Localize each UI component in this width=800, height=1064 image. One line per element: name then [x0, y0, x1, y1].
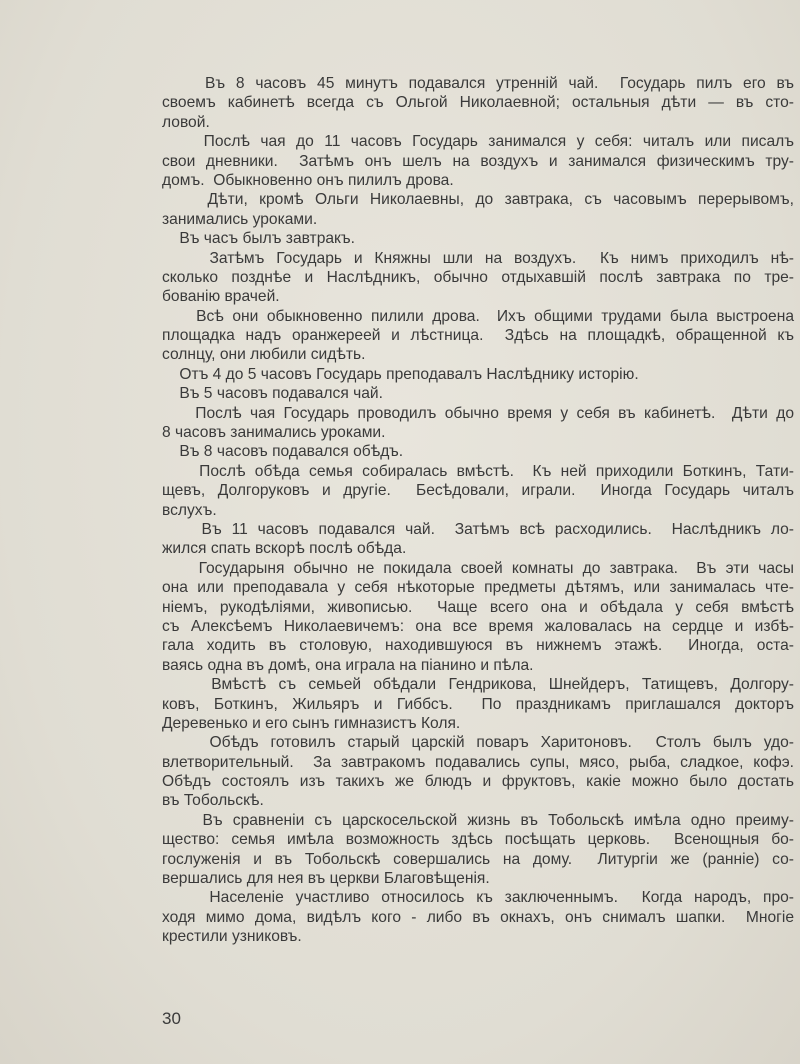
text-line: домъ. Обыкновенно онъ пилилъ дрова. [162, 171, 454, 189]
text-line: ловой. [162, 113, 210, 131]
text-line: Въ 11 часовъ подавался чай. Затѣмъ всѣ расходились. Наслѣдникъ ло- [162, 520, 794, 538]
text-line: своемъ кабинетѣ всегда съ Ольгой Николаевной; остальныя дѣти — въ сто- [162, 94, 794, 112]
text-line: Послѣ чая Государь проводилъ обычно время у себя въ кабинетѣ. Дѣти до [162, 404, 794, 422]
paragraph [162, 462, 794, 520]
text-line: Деревенько и его сынъ гимназистъ Коля. [162, 714, 461, 732]
paragraph [162, 888, 794, 946]
paragraph [162, 404, 794, 443]
paragraph [162, 74, 794, 132]
text-line: щевъ, Долгоруковъ и другіе. Бесѣдовали, играли. Иногда Государь читалъ [162, 482, 794, 500]
text-line: Въ часъ былъ завтракъ. [162, 230, 355, 248]
text-line: Обѣдъ состоялъ изъ такихъ же блюдъ и фруктовъ, какіе можно было достать [162, 773, 794, 791]
paragraph [162, 733, 794, 811]
paragraph [162, 442, 794, 461]
text-line: жился спать вскорѣ послѣ обѣда. [162, 540, 407, 558]
text-line: вслухъ. [162, 501, 217, 519]
text-line: ніемъ, рукодѣліями, живописью. Чаще всего она и обѣдала у себя вмѣстѣ [162, 598, 794, 616]
paragraph [162, 384, 794, 403]
text-line: 8 часовъ занимались уроками. [162, 424, 386, 442]
text-line: она или преподавала у себя нѣкоторые предметы дѣтямъ, или занималась чте- [162, 579, 794, 597]
text-line: бованію врачей. [162, 288, 280, 306]
paragraph [162, 229, 794, 248]
page-body-text [162, 74, 794, 947]
paragraph [162, 190, 794, 229]
text-line: Затѣмъ Государь и Княжны шли на воздухъ. Къ нимъ приходилъ нѣ- [162, 249, 794, 267]
text-line: Послѣ чая до 11 часовъ Государь занимался у себя: читалъ или писалъ [162, 133, 794, 151]
text-line: Послѣ обѣда семья собиралась вмѣстѣ. Къ ней приходили Боткинъ, Тати- [162, 462, 794, 480]
text-line: гослуженія и въ Тобольскѣ совершались на дому. Литургіи же (ранніе) со- [162, 850, 794, 868]
text-line: Въ сравненіи съ царскосельской жизнь въ Тобольскѣ имѣла одно преиму- [162, 811, 794, 829]
paragraph [162, 132, 794, 190]
text-line: солнцу, они любили сидѣть. [162, 346, 366, 364]
text-line: гала ходить въ столовую, находившуюся въ нижнемъ этажѣ. Иногда, оста- [162, 637, 794, 655]
text-line: площадка надъ оранжереей и лѣстница. Здѣсь на площадкѣ, обращенной къ [162, 327, 794, 345]
text-line: ваясь одна въ домѣ, она играла на піанино и пѣла. [162, 656, 534, 674]
text-line: Въ 8 часовъ подавался обѣдъ. [162, 443, 404, 461]
text-line: сколько позднѣе и Наслѣдникъ, обычно отдыхавшій послѣ завтрака по тре- [162, 268, 794, 286]
text-line: Вмѣстѣ съ семьей обѣдали Гендрикова, Шнейдеръ, Татищевъ, Долгору- [162, 676, 794, 694]
paragraph [162, 307, 794, 365]
paragraph [162, 520, 794, 559]
text-line: Обѣдъ готовилъ старый царскій поваръ Харитоновъ. Столъ былъ удо- [162, 734, 794, 752]
text-line: крестили узниковъ. [162, 928, 302, 946]
text-line: свои дневники. Затѣмъ онъ шелъ на воздухъ и занимался физическимъ тру- [162, 152, 794, 170]
text-line: Отъ 4 до 5 часовъ Государь преподавалъ Наслѣднику исторію. [162, 365, 639, 383]
text-line: Въ 5 часовъ подавался чай. [162, 385, 383, 403]
text-line: Государыня обычно не покидала своей комнаты до завтрака. Въ эти часы [162, 559, 794, 577]
paragraph [162, 675, 794, 733]
text-line: съ Алексѣемъ Николаевичемъ: она все время жаловалась на сердце и избѣ- [162, 617, 794, 635]
paragraph [162, 365, 794, 384]
page-number: 30 [162, 1009, 181, 1028]
paragraph [162, 249, 794, 307]
text-line: ходя мимо дома, видѣлъ кого - либо въ окнахъ, онъ снималъ шапки. Многіе [162, 908, 794, 926]
text-line: занимались уроками. [162, 210, 318, 228]
text-line: въ Тобольскѣ. [162, 792, 264, 810]
text-line: Населеніе участливо относилось къ заключеннымъ. Когда народъ, про- [162, 889, 794, 907]
paragraph [162, 811, 794, 889]
text-line: влетворительный. За завтракомъ подавались супы, мясо, рыба, сладкое, кофэ. [162, 753, 794, 771]
text-line: ковъ, Боткинъ, Жильяръ и Гиббсъ. По праздникамъ приглашался докторъ [162, 695, 794, 713]
text-line: Въ 8 часовъ 45 минутъ подавался утренній чай. Государь пилъ его въ [162, 75, 794, 92]
text-line: щество: семья имѣла возможность здѣсь посѣщать церковь. Всенощныя бо- [162, 831, 794, 849]
text-line: Всѣ они обыкновенно пилили дрова. Ихъ общими трудами была выстроена [162, 307, 794, 325]
text-line: Дѣти, кромѣ Ольги Николаевны, до завтрака, съ часовымъ перерывомъ, [162, 191, 794, 209]
text-line: вершались для нея въ церкви Благовѣщенія. [162, 870, 490, 888]
paragraph [162, 559, 794, 675]
